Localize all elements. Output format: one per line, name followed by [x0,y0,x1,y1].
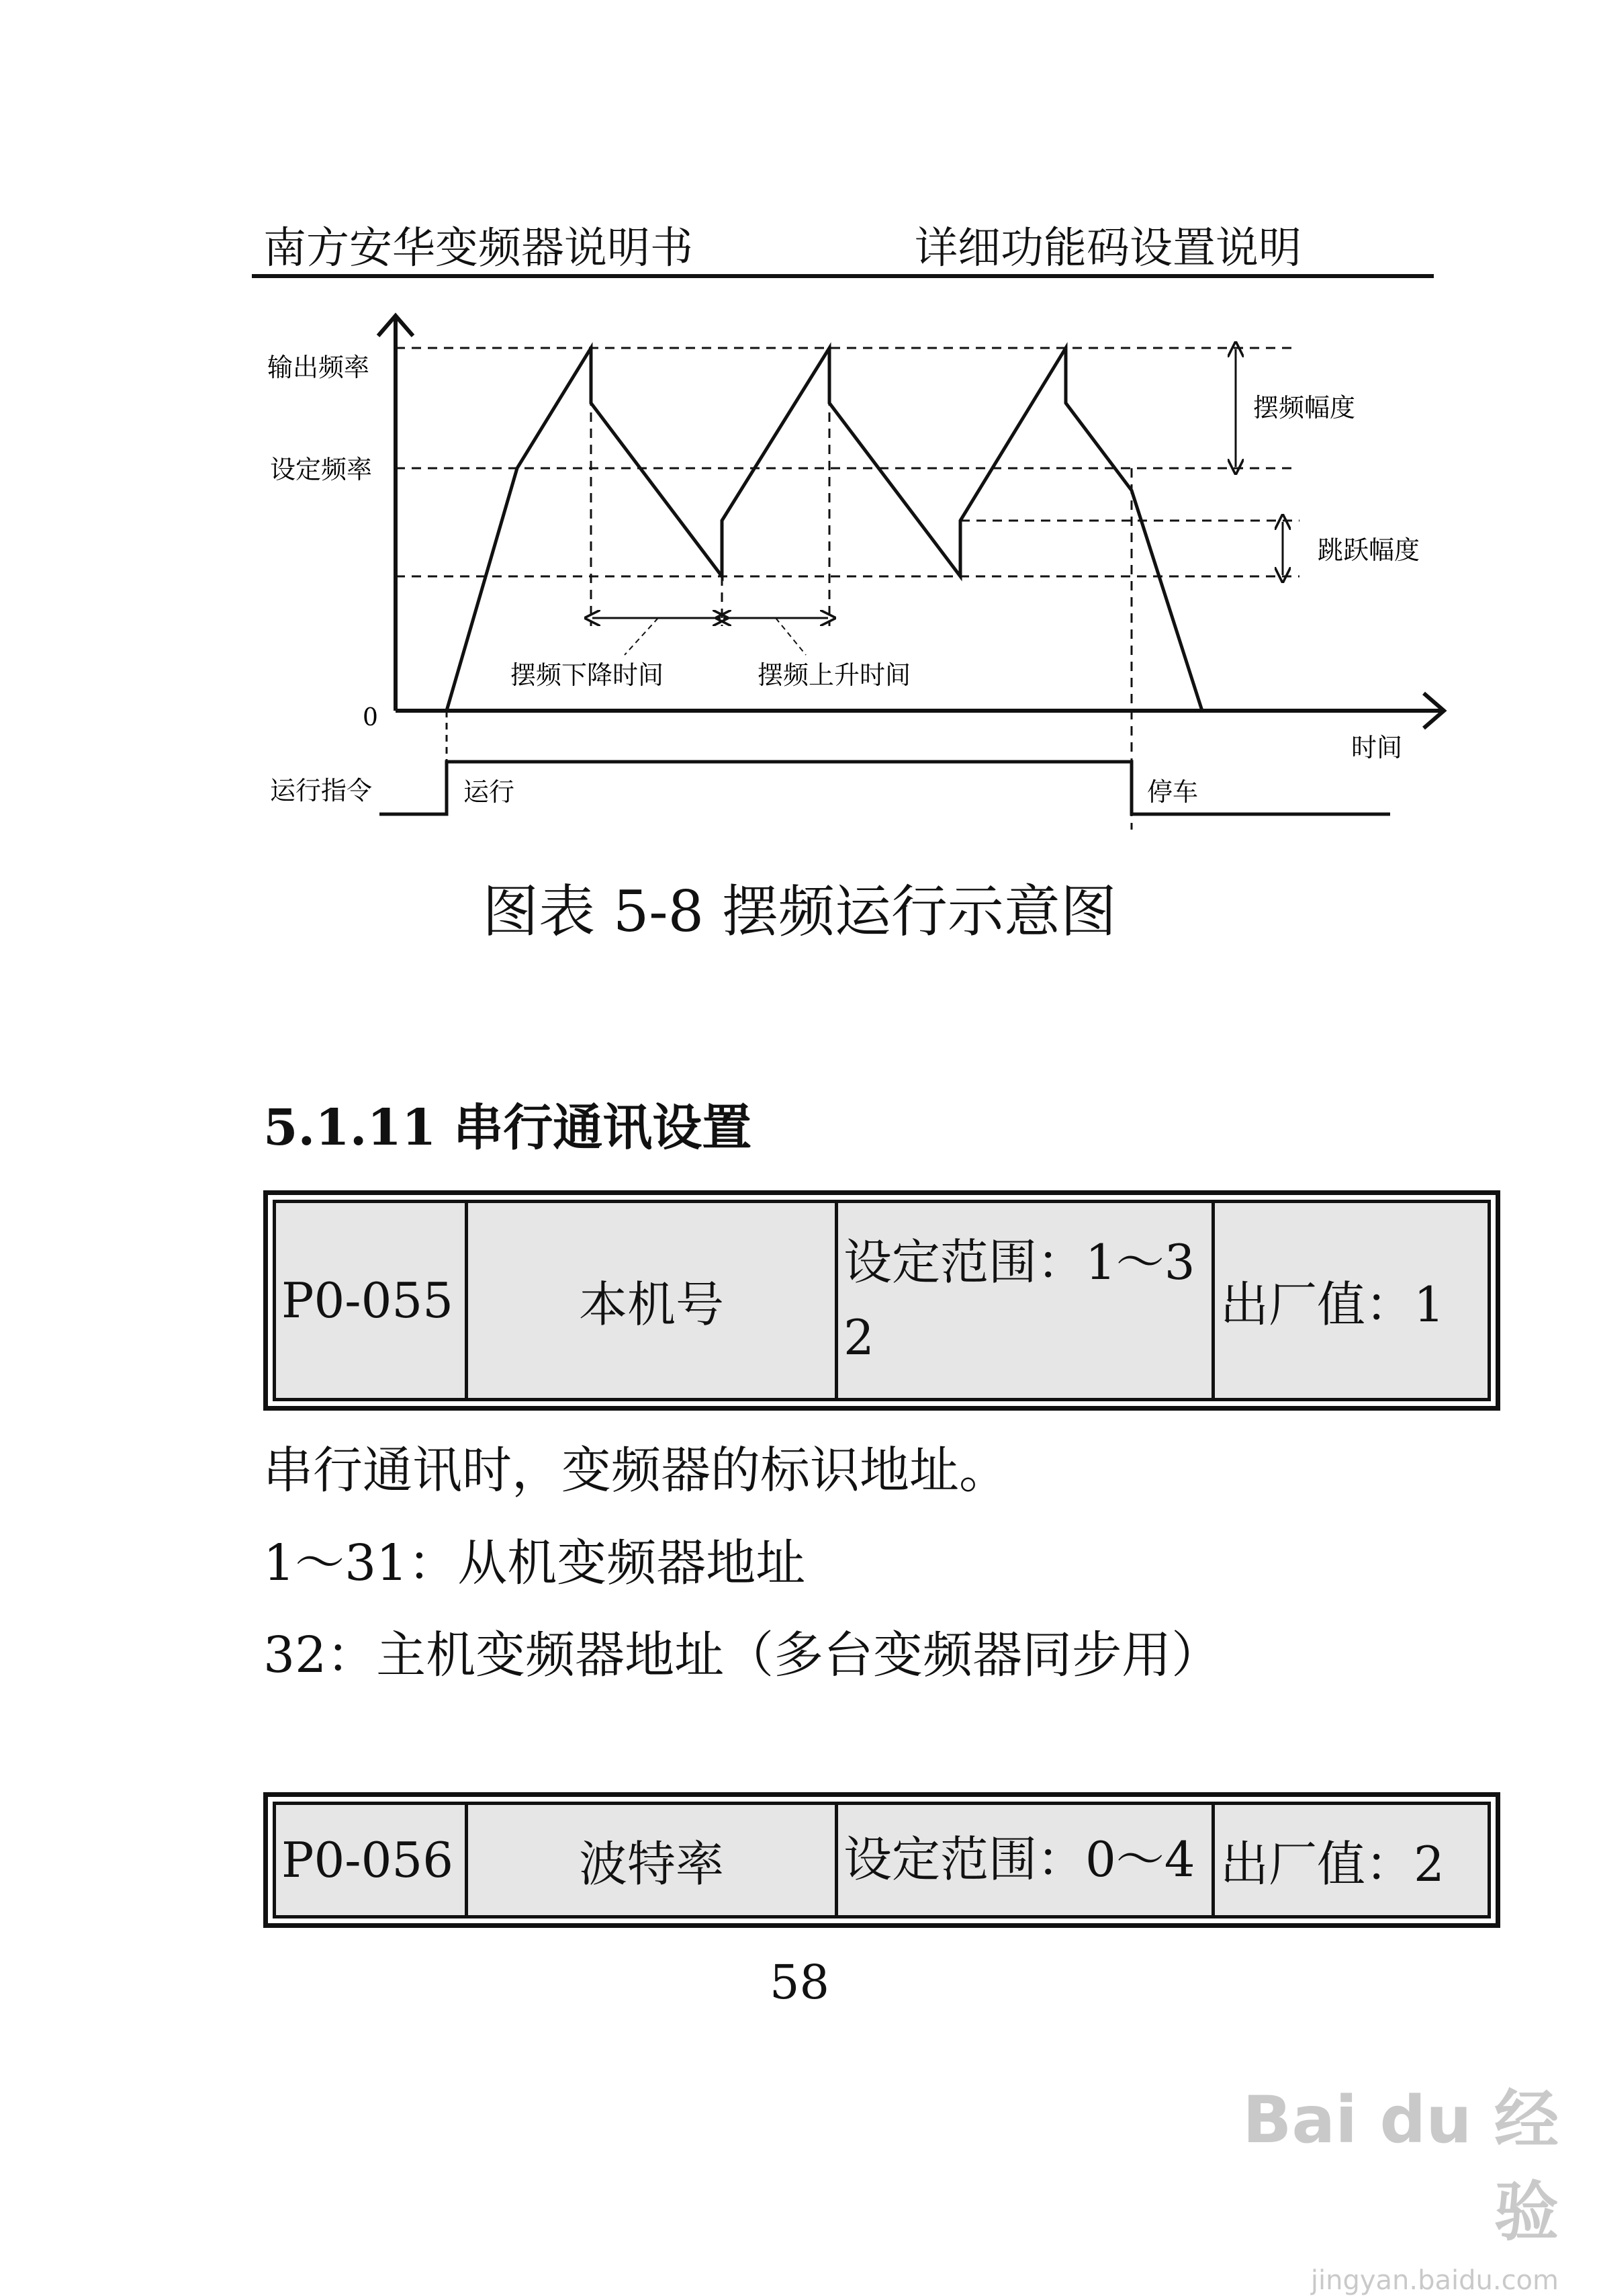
param-code: P0-056 [275,1804,467,1917]
header-title: 南方安华变频器说明书 [263,224,693,273]
description-line-1: 串行通讯时，变频器的标识地址。 [263,1442,1009,1499]
param-default: 出厂值：1 [1214,1202,1490,1400]
run-command-label: 运行指令 [270,776,373,805]
rise-time-label: 摆频上升时间 [758,660,911,690]
y-label-output-freq: 输出频率 [267,353,370,382]
param-default: 出厂值：2 [1214,1804,1490,1917]
param-name: 波特率 [467,1804,837,1917]
watermark-logo: Bai du 经验 [1242,2082,1559,2250]
fall-time-leader [625,618,658,655]
y-label-set-freq: 设定频率 [270,455,373,484]
param-name: 本机号 [467,1202,837,1400]
page-number: 58 [769,1955,830,2010]
param-range: 设定范围：0～4 [837,1804,1214,1917]
jump-amplitude-label: 跳跃幅度 [1318,535,1420,565]
rise-time-leader [776,618,806,655]
frequency-curve [447,348,1202,711]
description-line-3: 32：主机变频器地址（多台变频器同步用） [263,1626,1222,1684]
figure-caption: 图表 5-8 摆频运行示意图 [482,879,1117,944]
param-table-p0-055 [263,1190,1500,1411]
swing-amplitude-label: 摆频幅度 [1253,393,1356,423]
section-title: 5.1.11 串行通讯设置 [263,1099,752,1157]
param-range: 设定范围：1～32 [837,1202,1214,1400]
run-command-signal [379,762,1390,814]
param-code: P0-055 [275,1202,467,1400]
stop-label: 停车 [1147,777,1199,807]
fall-time-label: 摆频下降时间 [510,660,664,690]
description-line-2: 1～31：从机变频器地址 [263,1534,806,1592]
header-section: 详细功能码设置说明 [915,224,1301,273]
watermark-url: jingyan.baidu.com [1310,2265,1559,2296]
watermark [1209,2069,1559,2296]
param-table-p0-056 [263,1792,1500,1928]
time-axis-label: 时间 [1351,733,1403,762]
y-label-zero: 0 [363,704,378,732]
run-label: 运行 [463,777,515,807]
swing-frequency-diagram [0,0,1599,846]
